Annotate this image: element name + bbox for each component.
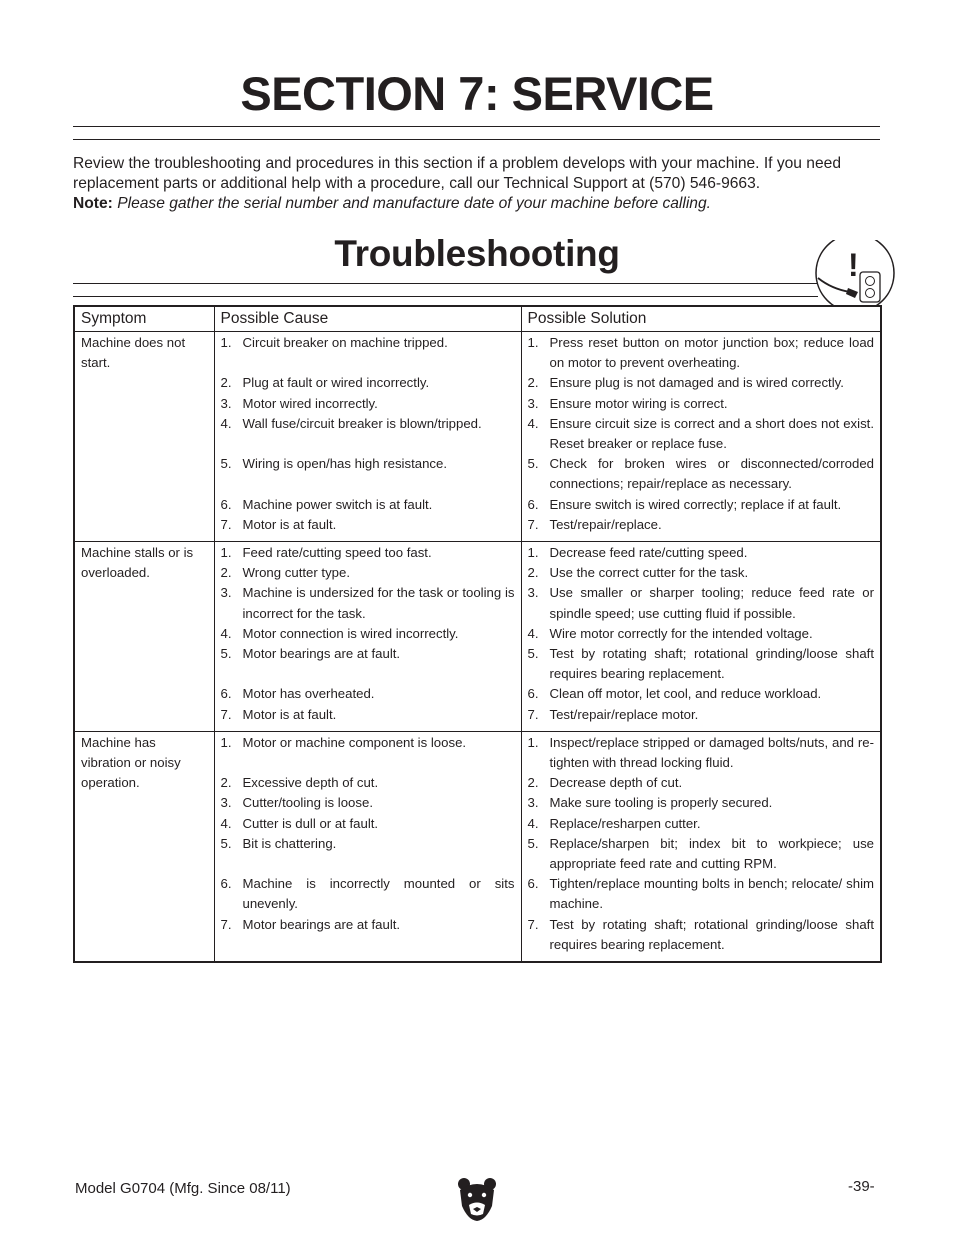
solution-item (528, 394, 875, 414)
solution-item (528, 773, 875, 793)
cause-item (221, 373, 515, 393)
solution-number: 7. (527, 706, 539, 722)
cause-text: Machine is incorrectly mounted or sits unevenly. (242, 876, 515, 912)
solution-number: 1. (527, 335, 539, 350)
solution-item (528, 495, 875, 515)
troubleshooting-rule-bottom (73, 296, 818, 297)
cause-item (221, 684, 515, 704)
cause-number: 5. (220, 456, 232, 472)
solution-item (528, 515, 875, 535)
cause-text: Cutter/tooling is loose. (242, 795, 373, 811)
solution-number: 6. (527, 876, 539, 892)
cause-text: Motor is at fault. (242, 706, 337, 722)
footer-model: Model G0704 (Mfg. Since 08/11) (75, 1180, 291, 1197)
cause-text: Motor bearings are at fault. (242, 916, 401, 932)
solution-text: Wire motor correctly for the intended voltage. (549, 625, 813, 641)
solution-number: 1. (527, 734, 539, 750)
solution-text: Test/repair/replace motor. (549, 706, 699, 722)
solution-item (528, 583, 875, 623)
table-header-row (74, 306, 881, 332)
cause-item (221, 644, 515, 684)
cause-item (221, 624, 515, 644)
solution-number: 5. (527, 835, 539, 851)
solution-item (528, 684, 875, 704)
solution-cell (521, 731, 881, 962)
solution-number: 5. (527, 456, 539, 472)
cause-item (221, 834, 515, 874)
solution-item (528, 543, 875, 563)
header-symptom: Symptom (74, 306, 214, 332)
cause-number: 1. (220, 545, 232, 561)
solution-text: Use the correct cutter for the task. (549, 565, 749, 581)
cause-cell (214, 542, 521, 732)
solution-number: 3. (527, 585, 539, 601)
cause-text: Motor bearings are at fault. (242, 646, 401, 662)
cause-item (221, 563, 515, 583)
cause-text: Cutter is dull or at fault. (242, 815, 379, 831)
solution-item (528, 454, 875, 494)
solution-text: Make sure tooling is properly secured. (549, 795, 773, 811)
cause-item (221, 333, 515, 373)
solution-number: 7. (527, 916, 539, 932)
solution-text: Ensure circuit size is correct and a short does not exist. Reset breaker or replace fuse. (549, 415, 874, 452)
solution-text: Test by rotating shaft; rotational grinding/loose shaft requires bearing replacement. (549, 646, 874, 682)
cause-text: Wall fuse/circuit breaker is blown/tripped. (242, 415, 482, 431)
cause-number: 1. (220, 734, 232, 750)
cause-text: Motor is at fault. (242, 516, 337, 532)
cause-item (221, 793, 515, 813)
cause-item (221, 915, 515, 955)
cause-cell (214, 731, 521, 962)
cause-text: Excessive depth of cut. (242, 775, 379, 791)
solution-text: Decrease feed rate/cutting speed. (549, 545, 748, 561)
solution-item (528, 814, 875, 834)
note-label: Note: (73, 195, 113, 212)
title-rule-top (73, 126, 880, 127)
solution-number: 3. (527, 395, 539, 411)
solution-text: Clean off motor, let cool, and reduce workload. (549, 686, 822, 702)
symptom-cell: Machine has vibration or noisy operation. (74, 731, 214, 962)
grizzly-bear-logo-icon (456, 1176, 498, 1222)
cause-item (221, 705, 515, 725)
cause-item (221, 454, 515, 494)
symptom-cell: Machine does not start. (74, 332, 214, 542)
solution-text: Test by rotating shaft; rotational grinding/loose shaft requires bearing replacement. (549, 916, 874, 952)
cause-item (221, 414, 515, 454)
symptom-cell: Machine stalls or is overloaded. (74, 542, 214, 732)
solution-cell (521, 332, 881, 542)
troubleshooting-rule-top (73, 283, 818, 284)
cause-number: 1. (220, 335, 232, 350)
solution-text: Press reset button on motor junction box; reduce load on motor to prevent overheating. (549, 335, 874, 371)
solution-number: 4. (527, 625, 539, 641)
cause-cell (214, 332, 521, 542)
cause-number: 3. (220, 795, 232, 811)
solution-text: Ensure switch is wired correctly; replace if at fault. (549, 496, 842, 512)
solution-text: Replace/resharpen cutter. (549, 815, 701, 831)
solution-item (528, 793, 875, 813)
cause-text: Machine is undersized for the task or tooling is incorrect for the task. (242, 585, 515, 621)
cause-number: 2. (220, 775, 232, 791)
solution-number: 4. (527, 415, 539, 431)
cause-text: Bit is chattering. (242, 835, 337, 851)
table-row (74, 542, 881, 732)
cause-item (221, 733, 515, 773)
troubleshooting-table (73, 305, 882, 963)
cause-text: Plug at fault or wired incorrectly. (242, 375, 430, 391)
solution-cell (521, 542, 881, 732)
solution-item (528, 834, 875, 874)
solution-number: 6. (527, 686, 539, 702)
cause-item (221, 583, 515, 623)
cause-text: Motor or machine component is loose. (242, 734, 467, 750)
header-possible-solution: Possible Solution (521, 306, 881, 332)
cause-number: 7. (220, 916, 232, 932)
cause-number: 5. (220, 835, 232, 851)
cause-text: Motor connection is wired incorrectly. (242, 625, 459, 641)
cause-text: Wrong cutter type. (242, 565, 351, 581)
solution-text: Ensure plug is not damaged and is wired correctly. (549, 375, 844, 391)
cause-item (221, 773, 515, 793)
solution-item (528, 563, 875, 583)
solution-text: Use smaller or sharper tooling; reduce feed rate or spindle speed; use cutting fluid if possible. (549, 585, 874, 621)
cause-number: 4. (220, 415, 232, 431)
cause-number: 3. (220, 395, 232, 411)
solution-number: 7. (527, 516, 539, 532)
section-title: SECTION 7: SERVICE (240, 67, 714, 120)
footer-page-number: -39- (848, 1178, 875, 1195)
table-body (74, 332, 881, 963)
troubleshooting-title: Troubleshooting (334, 233, 620, 274)
cause-item (221, 515, 515, 535)
cause-number: 6. (220, 496, 232, 512)
title-rule-bottom (73, 139, 880, 140)
solution-text: Ensure motor wiring is correct. (549, 395, 728, 411)
solution-text: Tighten/replace mounting bolts in bench; relocate/ shim machine. (549, 876, 874, 912)
cause-text: Wiring is open/has high resistance. (242, 456, 448, 472)
solution-item (528, 644, 875, 684)
solution-item (528, 733, 875, 773)
solution-item (528, 874, 875, 914)
solution-item (528, 624, 875, 644)
cause-number: 5. (220, 646, 232, 662)
solution-number: 2. (527, 375, 539, 391)
cause-text: Feed rate/cutting speed too fast. (242, 545, 432, 561)
solution-text: Replace/sharpen bit; index bit to workpiece; use appropriate feed rate and cutting RPM. (549, 835, 874, 872)
solution-number: 3. (527, 795, 539, 811)
cause-number: 6. (220, 686, 232, 702)
solution-item (528, 915, 875, 955)
cause-number: 3. (220, 585, 232, 601)
cause-item (221, 874, 515, 914)
solution-number: 2. (527, 565, 539, 581)
solution-number: 5. (527, 646, 539, 662)
cause-number: 7. (220, 516, 232, 532)
cause-number: 4. (220, 815, 232, 831)
cause-item (221, 394, 515, 414)
cause-number: 7. (220, 706, 232, 722)
solution-item (528, 414, 875, 454)
solution-number: 4. (527, 815, 539, 831)
solution-number: 2. (527, 775, 539, 791)
cause-number: 6. (220, 876, 232, 892)
cause-text: Motor has overheated. (242, 686, 375, 702)
solution-item (528, 705, 875, 725)
solution-item (528, 373, 875, 393)
solution-number: 6. (527, 496, 539, 512)
cause-number: 2. (220, 565, 232, 581)
cause-text: Motor wired incorrectly. (242, 395, 378, 411)
header-possible-cause: Possible Cause (214, 306, 521, 332)
solution-text: Test/repair/replace. (549, 516, 662, 532)
cause-item (221, 495, 515, 515)
solution-item (528, 333, 875, 373)
cause-text: Machine power switch is at fault. (242, 496, 433, 512)
table-row (74, 731, 881, 962)
intro-text: Review the troubleshooting and procedures in this section if a problem develops with your machine. If you need replacement parts or additional help with a procedure, call our Technical Support at (570) 546-9663. (73, 155, 841, 192)
cause-item (221, 543, 515, 563)
solution-text: Check for broken wires or disconnected/corroded connections; repair/replace as necessary. (549, 456, 874, 492)
solution-number: 1. (527, 545, 539, 561)
cause-text: Circuit breaker on machine tripped. (242, 335, 448, 350)
intro-paragraph (73, 154, 883, 214)
table-row (74, 332, 881, 542)
cause-item (221, 814, 515, 834)
cause-number: 4. (220, 625, 232, 641)
cause-number: 2. (220, 375, 232, 391)
note-text: Please gather the serial number and manufacture date of your machine before calling. (117, 195, 711, 212)
electrical-warning-icon (812, 240, 898, 306)
solution-text: Decrease depth of cut. (549, 775, 683, 791)
warning-exclamation: ! (848, 247, 859, 283)
solution-text: Inspect/replace stripped or damaged bolts/nuts, and re-tighten with thread locking fluid. (549, 734, 874, 771)
